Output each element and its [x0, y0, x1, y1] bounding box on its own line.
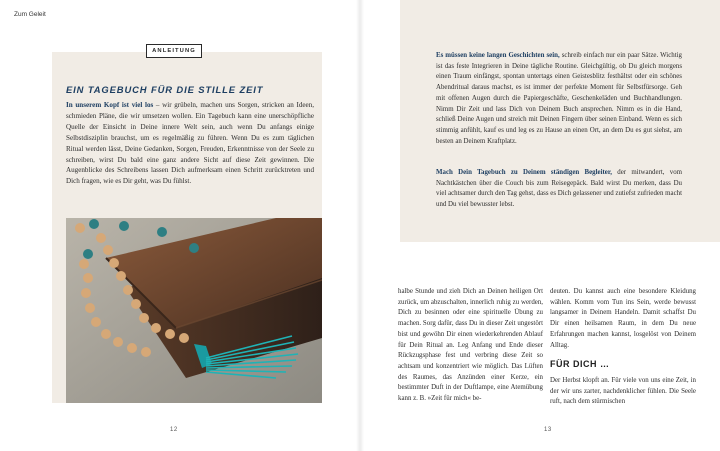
intro-paragraph [66, 100, 314, 187]
page-number-right: 13 [544, 427, 552, 433]
column-b-text-2: Der Herbst klopft an. Für viele von uns eine Zeit, in der wir uns zarter, nachdenklicher fühlen. Die Seele ruft, nach dem stürmischen [550, 376, 696, 406]
book-gutter [356, 0, 364, 451]
intro-text: – wir grübeln, machen uns Sorgen, stricken an Ideen, schmieden Pläne, die wir umsetzen wollen. Ein Tagebuch kann eine unerschöpfliche Quelle der Einsicht in Deine innere Welt sein, auch wenn Du anfangs einige Selbstdisziplin brauchst, um es regelmäßig zu führen. Wenn Du es zum täglichen Ritual werden lässt, Deine Gedanken, Sorgen, Freuden, Erkenntnisse von der Seele zu schreiben, wirst Du bald eine ganz andere Sicht auf diese Zeit gewinnen. Die Augenblicke des Schreibens lassen Dich aufmerksam einen Schritt zurücktreten und Dich fragen, wie es Dir geht, was Du fühlst. [66, 101, 314, 186]
right-page [360, 0, 720, 451]
journal-mala-illustration [66, 218, 322, 403]
column-b [550, 287, 696, 408]
right-paragraph-1-text: schreib einfach nur ein paar Sätze. Wichtig ist das feste Integrieren in Deine tägliche Routine. Gleichgültig, ob Du gleich morgens einen Traum einfängst, spontan untertags einen Geistesblitz festhältst oder ein schönes Abendritual daraus machst, es ist immer der perfekte Moment für Selbstfürsorge. Geh mit offenen Augen durch die Papiergeschäfte, Geschenkeläden und Buchhandlungen. Nimm Dir Zeit und lass Dich von Deinem Buch ansprechen. Nimm es in die Hand, schließ Deine Augen und streich mit Deinen Fingern über seinen Einband. Wenn es sich stimmig anfühlt, kauf es und leg es zu Hause an einen Ort, an dem Du es gut siehst, am besten an Deinem Kraftplatz. [436, 52, 682, 145]
right-paragraph-1-lead: Es müssen keine langen Geschichten sein, [436, 52, 560, 59]
article-headline: EIN TAGEBUCH FÜR DIE STILLE ZEIT [66, 84, 264, 95]
right-paragraph-1 [436, 51, 682, 147]
right-paragraph-2-lead: Mach Dein Tagebuch zu Deinem ständigen Begleiter, [436, 169, 612, 176]
column-b-text-1: deuten. Du kannst auch eine besondere Kleidung wählen. Komm vom Tun ins Sein, werde bewusst langsamer in Deinem Handeln. Damit schaffst Du Dir einen heilsamen Raum, in dem Du neue Erfahrungen machen kannst, losgelöst von Deinem Alltag. [550, 288, 696, 349]
section-badge: ANLEITUNG [146, 44, 202, 58]
column-a: halbe Stunde und zieh Dich an Deinen heiligen Ort zurück, um abzuschalten, innerlich ruhig zu werden, Dich zu besinnen oder eine spirituelle Übung zu machen. Sorg dafür, dass Du in dieser Zeit ungestört bist und gewöhn Dir einen wiederkehrenden Ablauf für Dein Ritual an. Leg Anfang und Ende dieser Rückzugsphase fest und verbring diese Zeit so achtsam und konzentriert wie möglich. Das Lüften des Raumes, das Anzünden einer Kerze, ein bestimmter Duft in der Duftlampe, eine Atemübung kann z. B. »Zeit für mich« be- [398, 288, 543, 403]
running-head: Zum Geleit [14, 11, 46, 18]
subheading: FÜR DICH … [550, 359, 610, 370]
journal-photo [66, 218, 322, 403]
page-number-left: 12 [170, 427, 178, 433]
right-paragraph-2 [436, 168, 682, 211]
right-paragraph-2-text: der mitwandert, vom Nachtkästchen über die Couch bis zum Reisegepäck. Bald wirst Du merken, dass Du viel achtsamer durch den Tag gehst, dass es Dich gelassener und zutiefst zufrieden macht und Du viel bewusster lebst. [436, 169, 682, 209]
intro-lead: In unserem Kopf ist viel los [66, 101, 154, 109]
